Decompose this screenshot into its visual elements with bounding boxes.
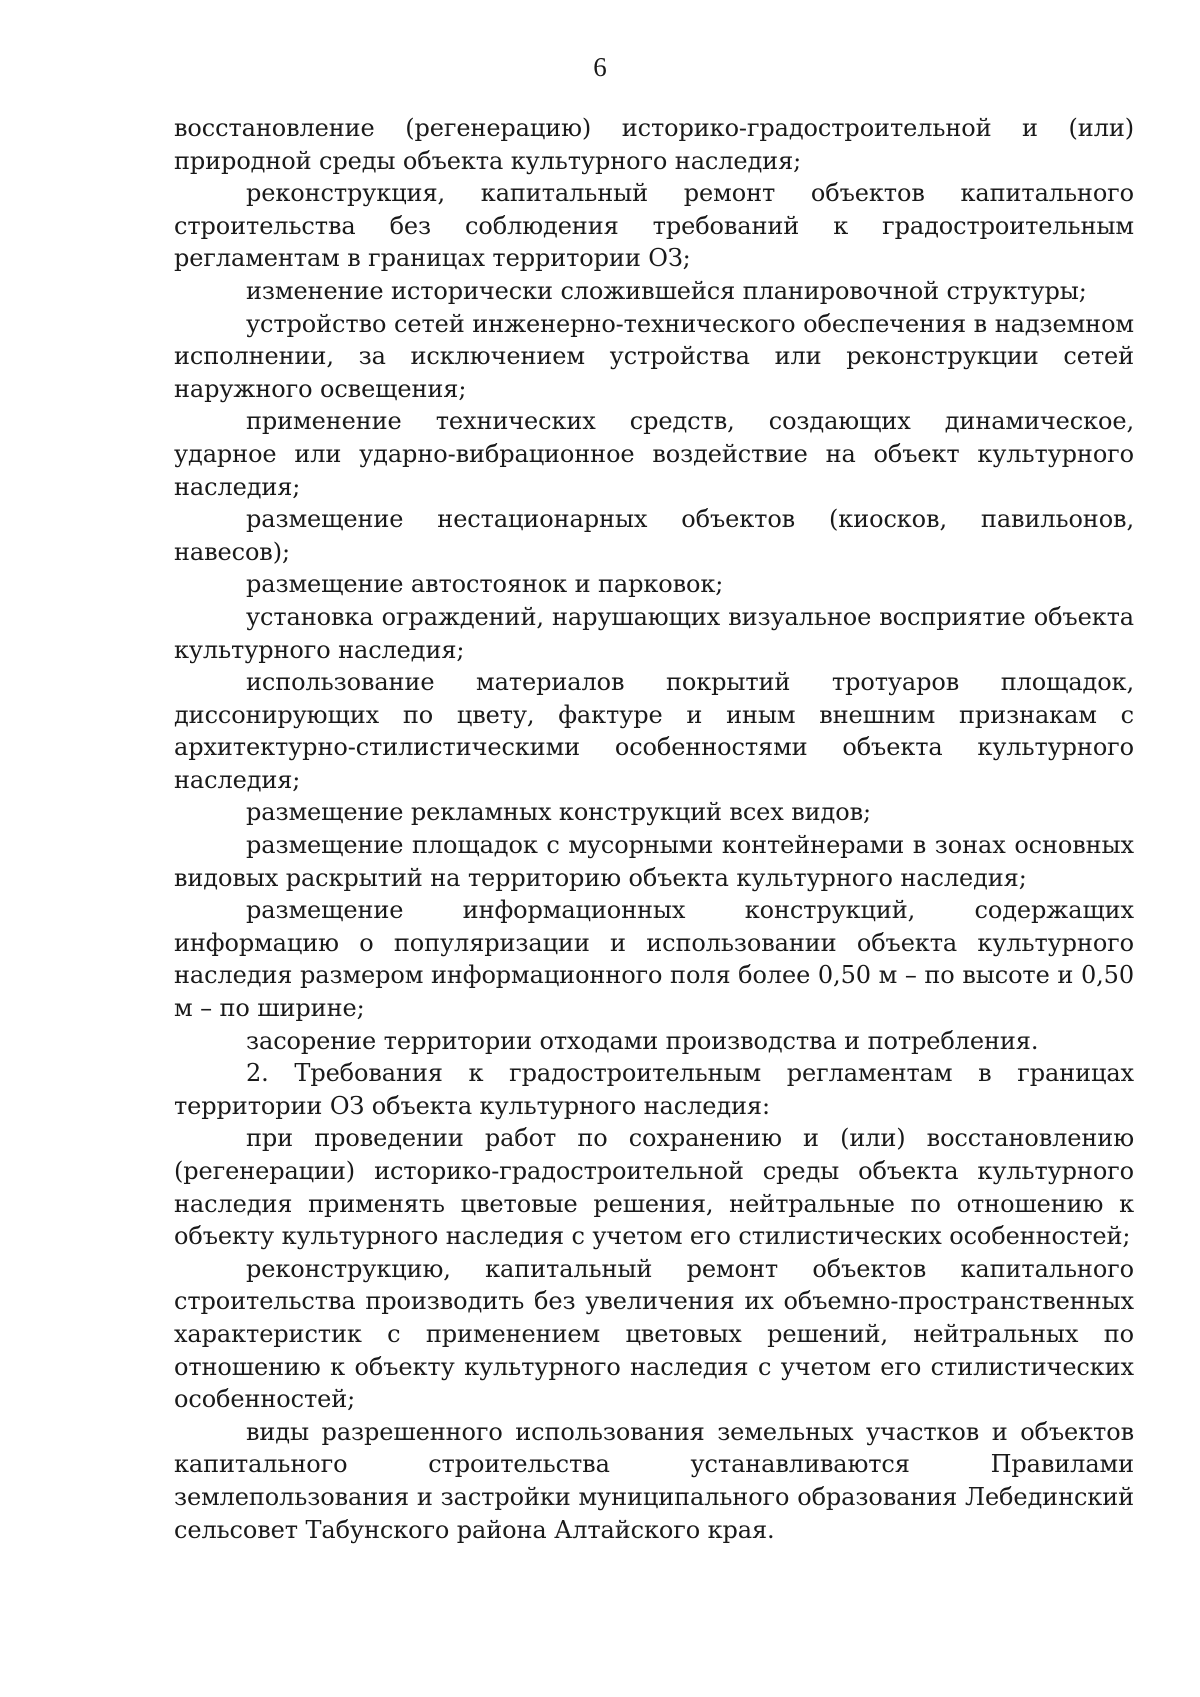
paragraph: изменение исторически сложившейся планировочной структуры; — [246, 276, 1087, 305]
paragraph: устройство сетей инженерно-технического обеспечения в надземном исполнении, за исключением устройства или реконструкции сетей наружного освещения; — [174, 309, 1134, 403]
paragraph: реконструкцию, капитальный ремонт объектов капитального строительства производить без увеличения их объемно-пространственных характеристик с применением цветовых решений, нейтральных по отношению к объекту культурного наследия с учетом его стилистических особенностей; — [174, 1254, 1134, 1414]
paragraph: размещение автостоянок и парковок; — [246, 570, 724, 599]
document-body — [174, 112, 1134, 1546]
paragraph: восстановление (регенерацию) историко-градостроительной и (или) природной среды объекта культурного наследия; — [174, 114, 1134, 175]
paragraph: размещение рекламных конструкций всех видов; — [246, 798, 871, 827]
paragraph: размещение площадок с мусорными контейнерами в зонах основных видовых раскрытий на территорию объекта культурного наследия; — [174, 831, 1134, 892]
paragraph: применение технических средств, создающих динамическое, ударное или ударно-вибрационное воздействие на объект культурного наследия; — [174, 407, 1134, 501]
paragraph: засорение территории отходами производства и потребления. — [246, 1026, 1039, 1055]
paragraph: размещение нестационарных объектов (киосков, павильонов, навесов); — [174, 505, 1134, 566]
paragraph: установка ограждений, нарушающих визуальное восприятие объекта культурного наследия; — [174, 602, 1134, 664]
paragraph: при проведении работ по сохранению и (или) восстановлению (регенерации) историко-градостроительной среды объекта культурного наследия применять цветовые решения, нейтральные по отношению к объекту культурного наследия с учетом его стилистических особенностей; — [174, 1124, 1134, 1251]
paragraph: использование материалов покрытий тротуаров площадок, диссонирующих по цвету, фактуре и иным внешним признакам с архитектурно-стилистическими особенностями объекта культурного наследия; — [174, 668, 1134, 794]
paragraph: размещение информационных конструкций, содержащих информацию о популяризации и использовании объекта культурного наследия размером информационного поля более 0,50 м – по высоте и 0,50 м – по ширине; — [174, 896, 1134, 1023]
paragraph: виды разрешенного использования земельных участков и объектов капитального строительства устанавливаются Правилами землепользования и застройки муниципального образования Лебединский сельсовет Табунского района Алтайского края. — [174, 1417, 1134, 1544]
page-number: 6 — [593, 52, 607, 82]
paragraph: реконструкция, капитальный ремонт объектов капитального строительства без соблюдения требований к градостроительным регламентам в границах территории ОЗ; — [174, 179, 1134, 273]
section-heading: 2. Требования к градостроительным регламентам в границах территории ОЗ объекта культурного наследия: — [174, 1059, 1134, 1120]
